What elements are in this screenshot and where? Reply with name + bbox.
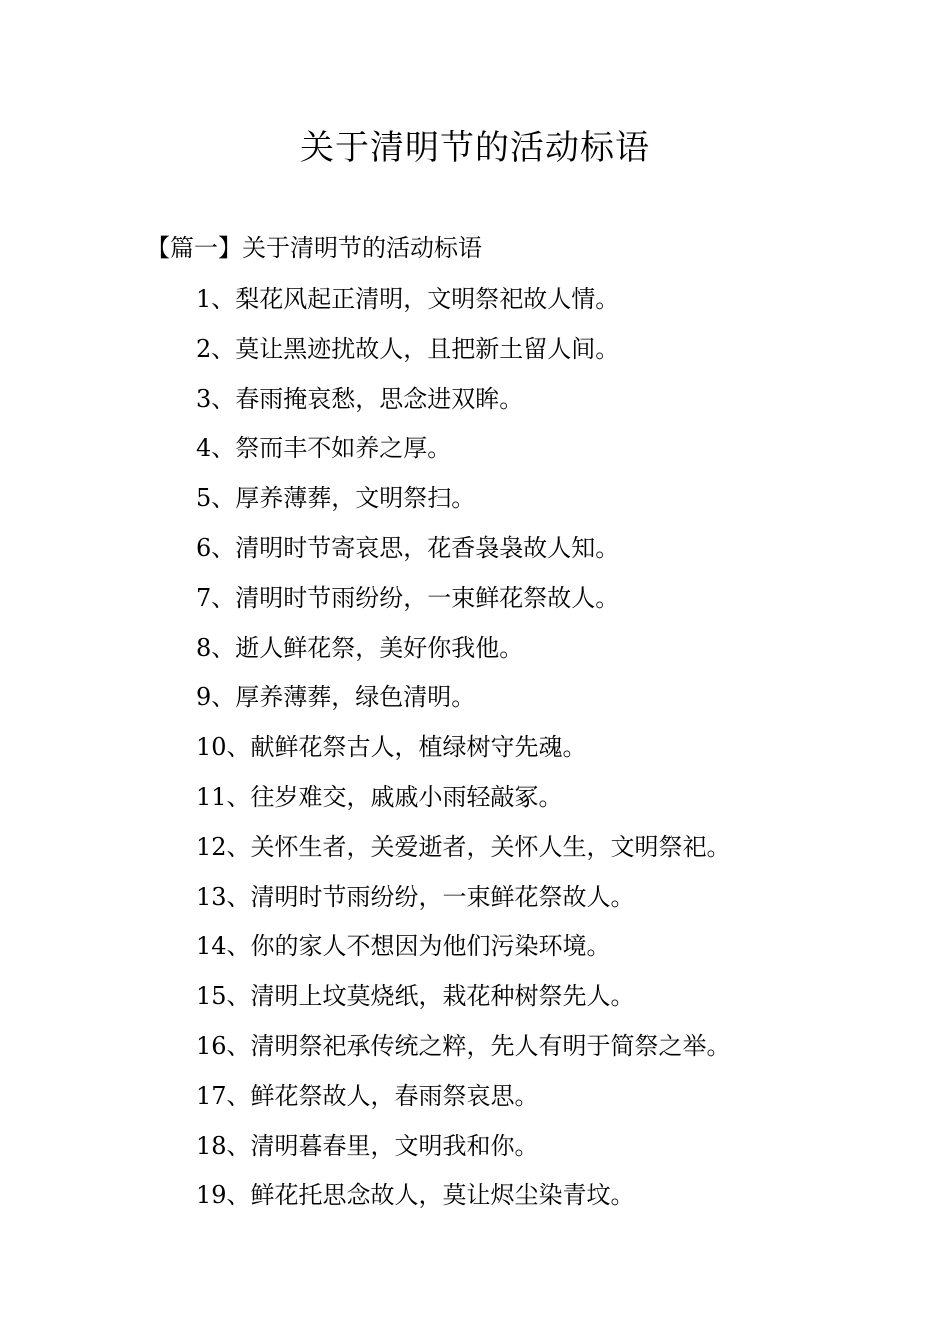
slogan-item-1: 1、梨花风起正清明，文明祭祀故人情。	[196, 285, 620, 313]
slogan-item-15: 15、清明上坟莫烧纸，栽花种树祭先人。	[196, 982, 635, 1011]
slogan-item-5: 5、厚养薄葬，文明祭扫。	[196, 484, 476, 513]
slogan-item-17: 17、鲜花祭故人，春雨祭哀思。	[196, 1081, 539, 1110]
slogan-item-14: 14、你的家人不想因为他们污染环境。	[196, 932, 611, 961]
slogan-item-12: 12、关怀生者，关爱逝者，关怀人生，文明祭祀。	[196, 832, 731, 861]
slogan-item-11: 11、往岁难交，戚戚小雨轻敲冢。	[196, 782, 563, 811]
slogan-item-9: 9、厚养薄葬，绿色清明。	[196, 683, 476, 712]
slogan-item-3: 3、春雨掩哀愁，思念进双眸。	[196, 384, 524, 413]
slogan-item-10: 10、献鲜花祭古人，植绿树守先魂。	[196, 733, 587, 762]
section-heading: 【篇一】关于清明节的活动标语	[146, 234, 482, 262]
slogan-item-19: 19、鲜花托思念故人，莫让烬尘染青坟。	[196, 1181, 635, 1210]
slogan-item-16: 16、清明祭祀承传统之粹，先人有明于简祭之举。	[196, 1031, 731, 1060]
slogan-item-4: 4、祭而丰不如养之厚。	[196, 434, 452, 463]
slogan-item-13: 13、清明时节雨纷纷，一束鲜花祭故人。	[196, 882, 635, 911]
document-title: 关于清明节的活动标语	[300, 128, 650, 168]
slogan-item-7: 7、清明时节雨纷纷，一束鲜花祭故人。	[196, 583, 620, 612]
slogan-list	[196, 281, 731, 1227]
slogan-item-8: 8、逝人鲜花祭，美好你我他。	[196, 633, 524, 662]
slogan-item-6: 6、清明时节寄哀思，花香袅袅故人知。	[196, 533, 620, 562]
slogan-item-2: 2、莫让黑迹扰故人，且把新土留人间。	[196, 334, 620, 363]
slogan-item-18: 18、清明暮春里，文明我和你。	[196, 1131, 539, 1160]
